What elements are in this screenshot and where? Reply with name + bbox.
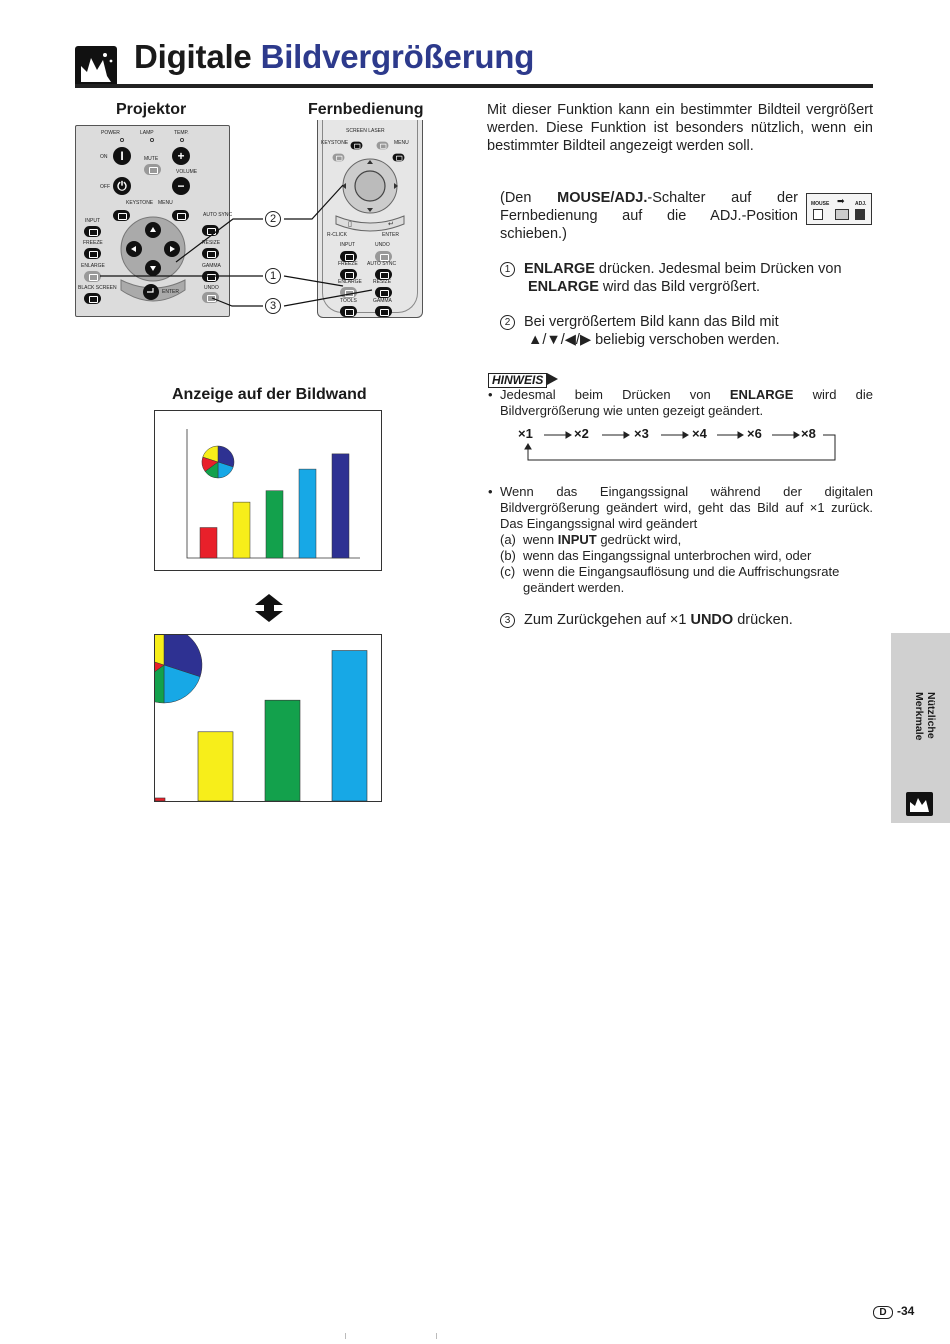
remote-label: Fernbedienung xyxy=(308,101,424,118)
screen-display-label: Anzeige auf der Bildwand xyxy=(172,386,367,403)
step-1-number: 1 xyxy=(500,262,515,277)
remote-resize-label: RESIZE xyxy=(373,279,392,285)
resize-label: RESIZE xyxy=(202,240,221,246)
remote-keystone-label: KEYSTONE xyxy=(321,140,349,146)
chart-enlarged-bar-2 xyxy=(265,700,300,801)
step-3-text-2: drücken. xyxy=(733,612,793,628)
hinweis-item-list xyxy=(500,532,873,596)
side-tab-icon xyxy=(906,792,933,816)
adj-position-icon xyxy=(855,209,865,220)
lamp-label: LAMP xyxy=(140,130,154,136)
page-letter: D xyxy=(873,1306,893,1319)
page-number xyxy=(873,1304,914,1319)
zoom-step-3: ×3 xyxy=(634,426,649,441)
undo-label: UNDO xyxy=(204,285,219,291)
side-tab-line-1: Nützliche xyxy=(925,692,937,739)
item-b-text: wenn das Eingangssignal unterbrochen wird, oder xyxy=(523,548,812,563)
step-3-times: ×1 xyxy=(669,612,687,628)
side-tab-label xyxy=(907,692,937,752)
power-label: POWER xyxy=(101,130,120,136)
double-arrow-icon xyxy=(253,593,285,623)
switch-note-bold: MOUSE/ADJ. xyxy=(557,190,648,206)
item-a-post: gedrückt wird, xyxy=(596,532,682,547)
chart-original-bar-3 xyxy=(299,469,316,558)
screen-laser-label: SCREEN LASER xyxy=(346,128,385,134)
chart-enlarged xyxy=(155,635,381,801)
switch-note xyxy=(500,189,798,243)
step-1 xyxy=(500,260,873,296)
hinweis-bullet-1 xyxy=(488,387,873,419)
chart-enlarged-bar-0 xyxy=(155,798,165,801)
chart-original-bar-4 xyxy=(332,454,349,558)
item-a-pre: wenn xyxy=(523,532,558,547)
switch-arrow-icon: ➡ xyxy=(837,196,845,206)
adj-label: ADJ. xyxy=(855,201,867,207)
item-tag-a: (a) xyxy=(500,532,516,547)
bullet-1-bold: ENLARGE xyxy=(729,387,794,402)
item-c-text: wenn die Eingangsauflösung und die Auffrischungsrate geändert werden. xyxy=(523,564,840,595)
callout-3: 3 xyxy=(265,298,281,314)
remote-undo-label: UNDO xyxy=(375,242,390,248)
step-2-text-1: Bei vergrößertem Bild kann das Bild mit xyxy=(524,314,779,330)
zoom-step-8: ×8 xyxy=(801,426,816,441)
step-2-text-2: beliebig verschoben werden. xyxy=(591,332,780,348)
bullet-dot-2: • xyxy=(488,484,493,499)
remote-input-label: INPUT xyxy=(340,242,355,248)
input-label: INPUT xyxy=(85,218,100,224)
keystone-label: KEYSTONE xyxy=(126,200,154,206)
hinweis-arrow-icon xyxy=(547,372,559,386)
off-button[interactable]: ⏻ xyxy=(113,177,131,195)
chart-enlarged-bar-1 xyxy=(198,732,233,801)
menu-label: MENU xyxy=(158,200,173,206)
list-item xyxy=(500,548,873,564)
step-3-number: 3 xyxy=(500,613,515,628)
hinweis-title: HINWEIS xyxy=(488,373,547,388)
remote-tools-label: TOOLS xyxy=(340,298,357,304)
switch-note-pre: (Den xyxy=(500,190,558,206)
volume-label: VOLUME xyxy=(176,169,198,175)
svg-text:↵: ↵ xyxy=(388,221,394,228)
side-tab-line-2: Merkmale xyxy=(913,692,925,741)
step-1-text-2: wird das Bild vergrößert. xyxy=(598,279,761,295)
chart-enlarged-bar-3 xyxy=(332,651,367,801)
list-item xyxy=(500,532,873,548)
chart-frame-enlarged xyxy=(154,634,382,802)
switch-note-post: -Schalter auf der Fernbedienung auf die ADJ.-Position schieben.) xyxy=(500,190,798,242)
r-click-label: R-CLICK xyxy=(327,232,348,238)
chart-original-bar-2 xyxy=(266,491,283,558)
item-tag-c: (c) xyxy=(500,564,516,579)
chart-original-bar-0 xyxy=(200,528,217,558)
freeze-label: FREEZE xyxy=(83,240,103,246)
remote-auto-sync-label: AUTO SYNC xyxy=(367,261,397,267)
intro-text: Mit dieser Funktion kann ein bestimmter Bildteil vergrößert werden. Diese Funktion ist besonders nützlich, wenn ein bestimmter Bildteil angezeigt werden soll. xyxy=(487,102,873,154)
step-2 xyxy=(500,313,873,349)
mouse-position-icon xyxy=(813,209,823,220)
title-part-2: Bildvergrößerung xyxy=(260,38,535,75)
svg-text:▯: ▯ xyxy=(348,221,352,228)
callout-1: 1 xyxy=(265,268,281,284)
volume-down-button[interactable]: − xyxy=(172,177,190,195)
item-tag-b: (b) xyxy=(500,548,516,563)
page-number-value: -34 xyxy=(897,1304,915,1318)
bullet-2-text: Wenn das Eingangssignal während der digitalen Bildvergrößerung geändert wird, geht das Bild auf ×1 zurück. Das Eingangssignal wird geändert xyxy=(500,484,873,531)
zoom-step-2: ×2 xyxy=(574,426,589,441)
remote-enter-label: ENTER xyxy=(382,232,399,238)
zoom-step-4: ×4 xyxy=(692,426,707,441)
step-1-bold-1: ENLARGE xyxy=(524,261,595,277)
zoom-sequence xyxy=(518,426,848,466)
step-1-text-1: drücken. Jedesmal beim Drücken von xyxy=(594,261,842,277)
step-2-arrows: ▲/▼/◀/▶ xyxy=(528,332,592,348)
enter-label: ENTER xyxy=(162,289,179,295)
remote-gamma-label: GAMMA xyxy=(373,298,392,304)
mouse-label: MOUSE xyxy=(811,201,830,207)
chart-frame-original xyxy=(154,410,382,571)
zoom-step-1: ×1 xyxy=(518,426,533,441)
step-3-bold: UNDO xyxy=(690,612,734,628)
volume-up-button[interactable]: + xyxy=(172,147,190,165)
bullet-1-pre: Jedesmal beim Drücken von xyxy=(500,387,730,402)
step-3-text-1: Zum Zurückgehen auf xyxy=(524,612,670,628)
remote-enlarge-label: ENLARGE xyxy=(338,279,362,285)
step-3 xyxy=(500,611,873,629)
mute-label: MUTE xyxy=(144,156,159,162)
zoom-arrows xyxy=(518,426,848,466)
mouse-adj-switch xyxy=(806,193,872,225)
crop-mark xyxy=(436,1333,437,1339)
hinweis-bullet-2 xyxy=(488,484,873,532)
remote-freeze-label: FREEZE xyxy=(338,261,358,267)
hinweis-badge xyxy=(488,371,559,387)
title-part-1: Digitale xyxy=(134,38,252,75)
auto-sync-label: AUTO SYNC xyxy=(203,212,233,218)
step-2-number: 2 xyxy=(500,315,515,330)
remote-menu-label: MENU xyxy=(394,140,409,146)
temp-label: TEMP. xyxy=(174,130,189,136)
chart-original-bar-1 xyxy=(233,502,250,558)
step-1-bold-2: ENLARGE xyxy=(528,279,599,295)
off-label: OFF xyxy=(100,184,110,190)
bullet-dot: • xyxy=(488,387,493,402)
enlarge-label: ENLARGE xyxy=(81,263,105,269)
chart-enlarged-pie-slice-4 xyxy=(155,635,164,665)
black-screen-label: BLACK SCREEN xyxy=(78,285,117,291)
crop-mark xyxy=(345,1333,346,1339)
on-label: ON xyxy=(100,154,108,160)
list-item xyxy=(500,564,873,596)
item-a-bold: INPUT xyxy=(557,532,597,547)
on-button[interactable]: I xyxy=(113,147,131,165)
bullet-1-post: wird die Bildvergrößerung wie unten gezeigt geändert. xyxy=(500,387,873,418)
zoom-step-6: ×6 xyxy=(747,426,762,441)
chart-original xyxy=(155,411,381,570)
projector-label: Projektor xyxy=(116,101,187,118)
gamma-label: GAMMA xyxy=(202,263,221,269)
callout-2: 2 xyxy=(265,211,281,227)
switch-slider-icon xyxy=(835,209,849,220)
